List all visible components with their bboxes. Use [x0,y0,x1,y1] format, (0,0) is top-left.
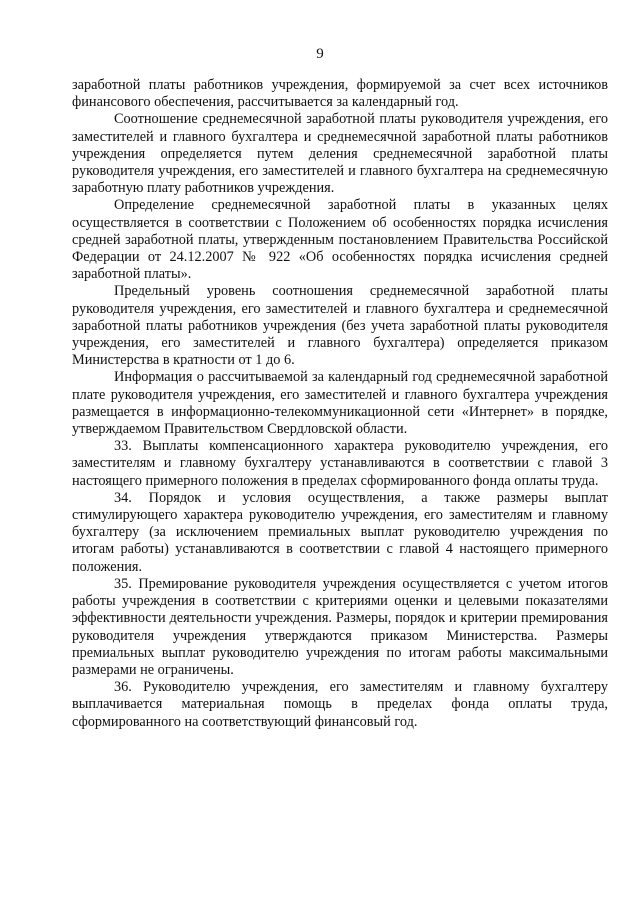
paragraph-item-34: 34. Порядок и условия осуществления, а также размеры выплат стимулирующего характера руководителю учреждения, его заместителям и главному бухгалтеру (за исключением премиальных выплат руководителю учреждения по итогам работы) устанавливаются в соответствии с главой 4 настоящего примерного положения. [72,489,608,575]
paragraph-item-33: 33. Выплаты компенсационного характера руководителю учреждения, его заместителям и главному бухгалтеру устанавливаются в соответствии с главой 3 настоящего примерного положения в пределах сформированного фонда оплаты труда. [72,438,608,489]
paragraph-item-35: 35. Премирование руководителя учреждения осуществляется с учетом итогов работы учреждения в соответствии с критериями оценки и целевыми показателями эффективности деятельности учреждения. Размеры, порядок и критерии премирования руководителя учреждения утверждаются приказом Министерства. Размеры премиальных выплат руководителю учреждения по итогам работы максимальными размерами не ограничены. [72,575,608,678]
paragraph-salary-ratio: Соотношение среднемесячной заработной платы руководителя учреждения, его заместителей и главного бухгалтера и среднемесячной заработной платы работников учреждения определяется путем деления среднемесячной заработной платы руководителя учреждения, его заместителей и главного бухгалтера на среднемесячную заработную плату работников учреждения. [72,111,608,197]
paragraph-average-salary-determination: Определение среднемесячной заработной платы в указанных целях осуществляется в соответствии с Положением об особенностях порядка исчисления средней заработной платы, утвержденным постановлением Правительства Российской Федерации от 24.12.2007 № 922 «Об особенностях порядка исчисления средней заработной платы». [72,197,608,283]
paragraph-continuation: заработной платы работников учреждения, формируемой за счет всех источников финансового обеспечения, рассчитывается за календарный год. [72,77,608,111]
document-body [72,77,608,731]
page-number: 9 [316,46,324,62]
paragraph-item-36: 36. Руководителю учреждения, его заместителям и главному бухгалтеру выплачивается материальная помощь в пределах фонда оплаты труда, сформированного на соответствующий финансовый год. [72,679,608,730]
paragraph-information-publication: Информация о рассчитываемой за календарный год среднемесячной заработной плате руководителя учреждения, его заместителей и главного бухгалтера учреждения размещается в информационно-телекоммуникационной сети «Интернет» в порядке, утверждаемом Правительством Свердловской области. [72,369,608,438]
paragraph-ratio-limit: Предельный уровень соотношения среднемесячной заработной платы руководителя учреждения, его заместителей и главного бухгалтера и среднемесячной заработной платы работников учреждения (без учета заработной платы руководителя учреждения, его заместителей и главного бухгалтера) определяется приказом Министерства в кратности от 1 до 6. [72,283,608,369]
